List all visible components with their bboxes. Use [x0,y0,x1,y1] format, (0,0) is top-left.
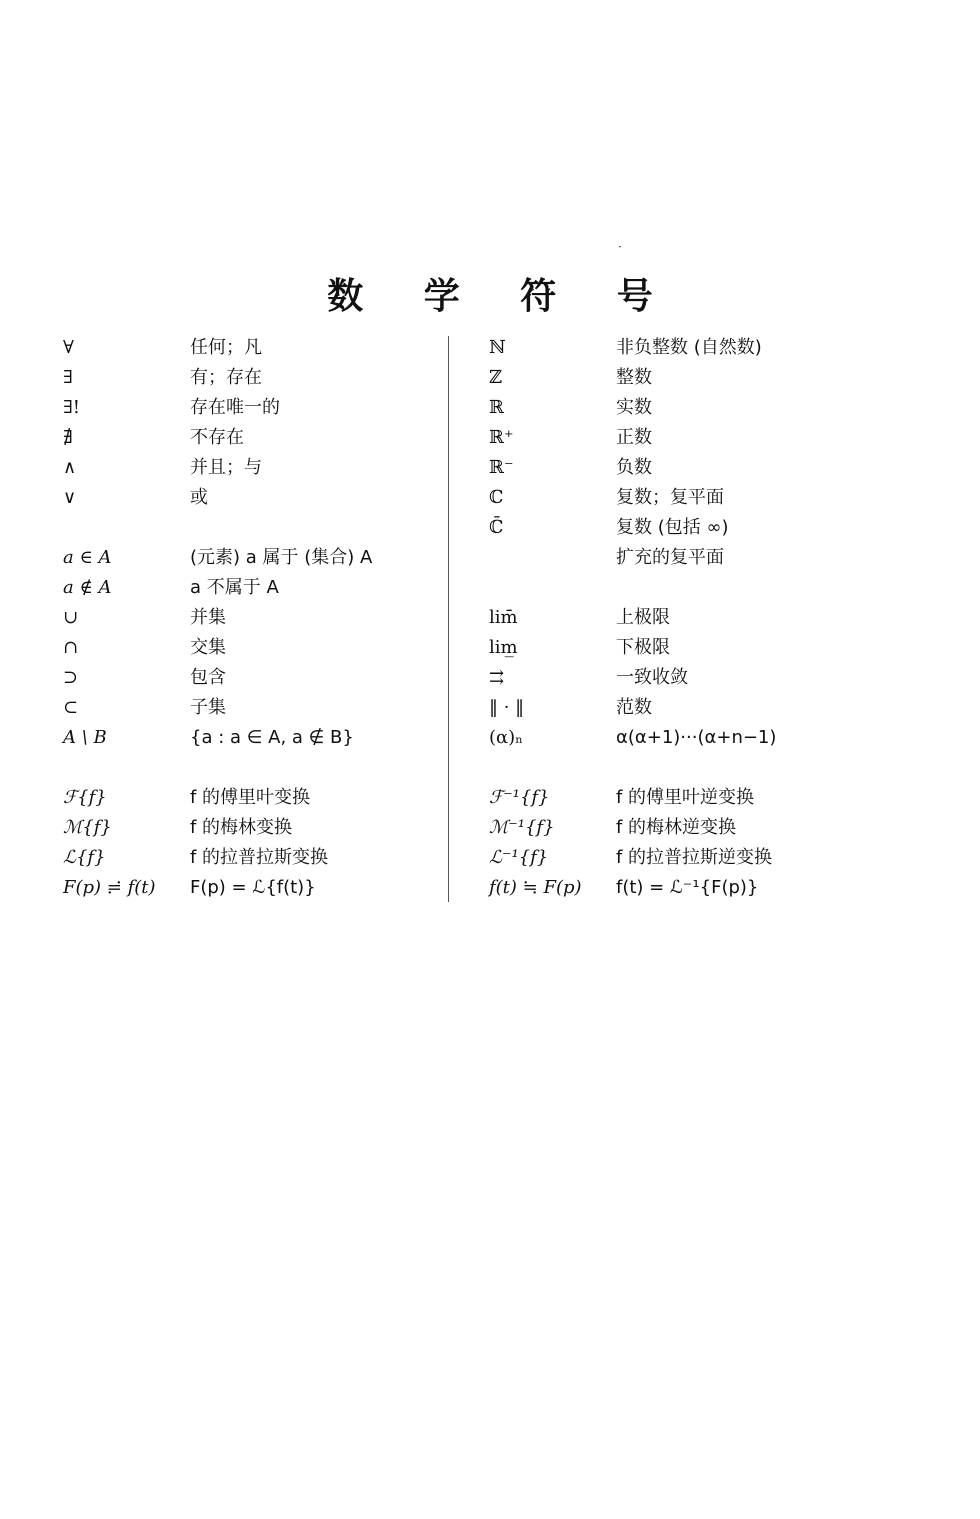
left-symbol: ∄ [63,427,73,448]
right-description: 复数 (包括 ∞) [616,517,729,538]
right-description: 下极限 [616,637,670,658]
right-symbol: lim̲ [489,637,518,658]
right-symbol: ℕ [489,337,506,358]
right-description: f 的梅林逆变换 [616,817,737,838]
right-symbol: ℂ [489,487,504,508]
right-symbol: ⇉ [489,667,505,688]
right-symbol: ℝ⁻ [489,457,514,478]
left-description: 并集 [190,607,226,628]
right-symbol: ℳ⁻¹{f} [489,817,555,838]
right-symbol: f(t) ≒ F(p) [489,877,582,898]
right-description: f 的拉普拉斯逆变换 [616,847,773,868]
left-symbol: ∀ [63,337,74,358]
left-symbol: ⊃ [63,667,79,688]
left-symbol: ∧ [63,457,77,478]
right-symbol: ℝ⁺ [489,427,514,448]
left-symbol: A \ B [63,727,107,748]
right-description: 扩充的复平面 [616,547,724,568]
left-symbol: ∃! [63,397,80,418]
left-symbol: ∨ [63,487,77,508]
left-description: 任何；凡 [190,337,262,358]
left-symbol: ∃ [63,367,73,388]
left-description: {a : a ∈ A, a ∉ B} [190,727,354,748]
right-description: f(t) = ℒ⁻¹{F(p)} [616,877,759,898]
right-symbol: ℤ [489,367,503,388]
right-description: 一致收敛 [616,667,688,688]
right-symbol: ℱ⁻¹{f} [489,787,550,808]
page-title: 数 学 符 号 [327,276,677,317]
left-symbol: ℒ{f} [63,847,106,868]
right-symbol: ℒ⁻¹{f} [489,847,549,868]
right-description: 非负整数 (自然数) [616,337,762,358]
left-description: 子集 [190,697,226,718]
right-description: 正数 [616,427,652,448]
right-symbol: ‖ · ‖ [489,697,525,718]
scan-speck: · [618,240,622,254]
right-description: α(α+1)···(α+n−1) [616,727,777,748]
left-symbol: a ∈ A [63,547,112,568]
left-description: 存在唯一的 [190,397,280,418]
right-symbol: lim̄ [489,607,518,628]
left-description: f 的梅林变换 [190,817,293,838]
left-symbol: a ∉ A [63,577,112,598]
left-description: (元素) a 属于 (集合) A [190,547,373,568]
left-symbol: ∩ [63,637,79,658]
left-symbol: ℳ{f} [63,817,112,838]
left-description: 不存在 [190,427,244,448]
right-description: 实数 [616,397,652,418]
left-description: f 的傅里叶变换 [190,787,311,808]
right-description: 上极限 [616,607,670,628]
left-symbol: F(p) ≓ f(t) [63,877,156,898]
right-symbol: (α)ₙ [489,727,523,748]
left-symbol: ℱ{f} [63,787,107,808]
right-symbol: ℝ [489,397,504,418]
right-symbol: ℂ̄ [489,517,504,538]
right-description: 负数 [616,457,652,478]
left-symbol: ∪ [63,607,79,628]
left-description: 并且；与 [190,457,262,478]
left-symbol: ⊂ [63,697,79,718]
left-description: F(p) = ℒ{f(t)} [190,877,316,898]
left-description: a 不属于 A [190,577,279,598]
left-description: 包含 [190,667,226,688]
left-description: 有；存在 [190,367,262,388]
left-description: 交集 [190,637,226,658]
column-divider [448,336,449,902]
left-description: f 的拉普拉斯变换 [190,847,329,868]
right-description: 范数 [616,697,652,718]
right-description: 整数 [616,367,652,388]
right-description: f 的傅里叶逆变换 [616,787,755,808]
left-description: 或 [190,487,208,508]
right-description: 复数；复平面 [616,487,724,508]
